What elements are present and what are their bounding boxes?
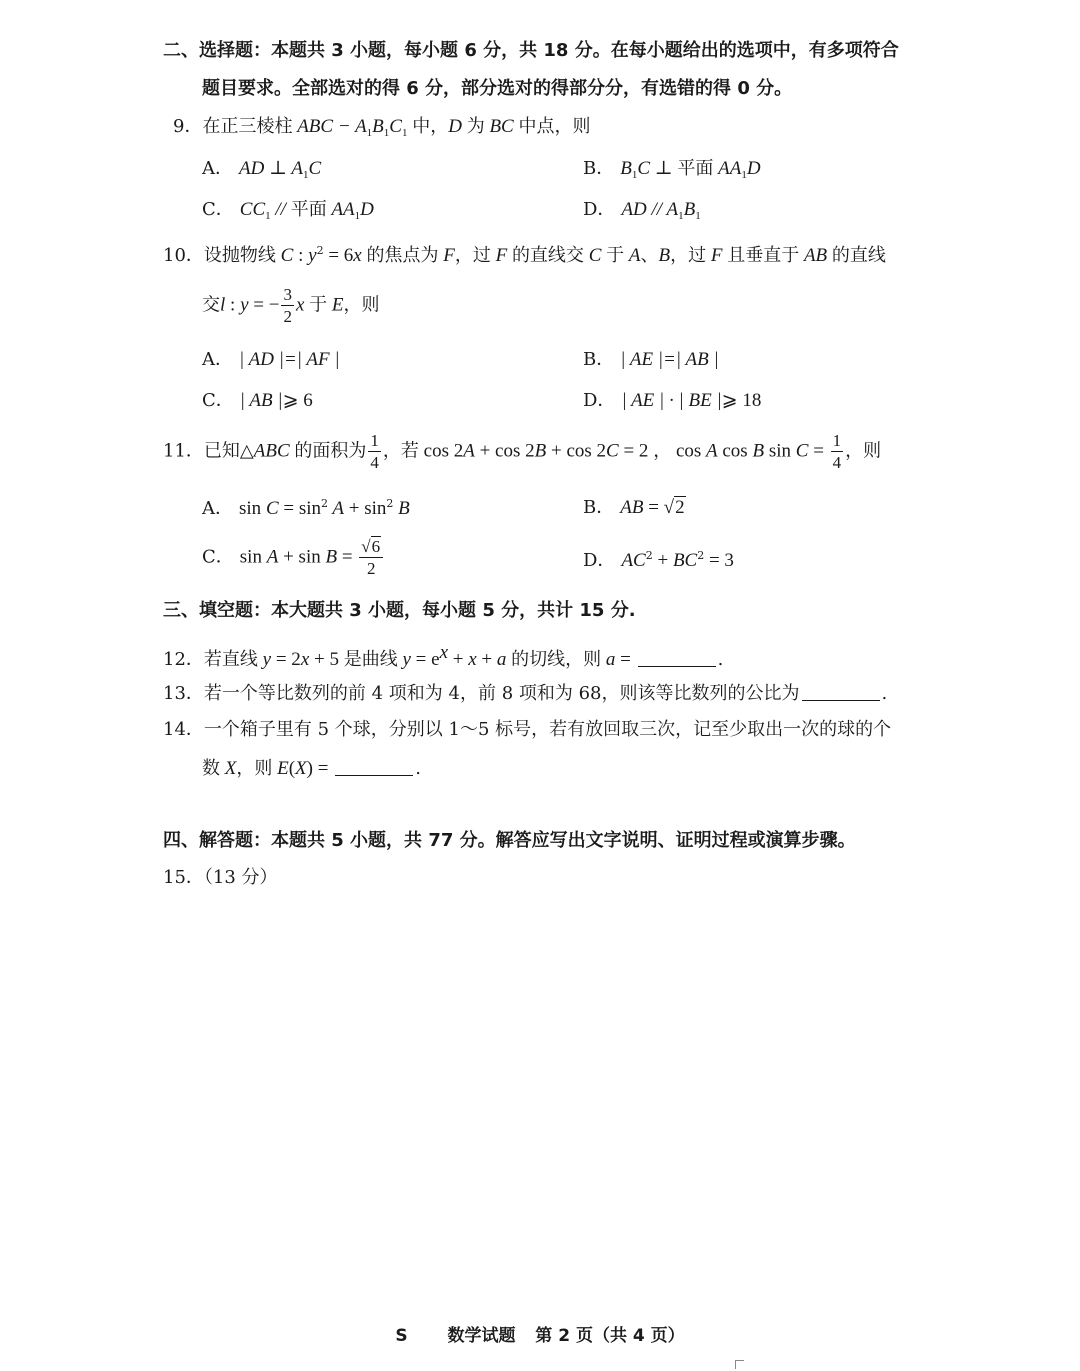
question-14-cont: 数 X，则 E(X) = . <box>202 758 421 779</box>
question-11-option-b[interactable]: B． AB = √2 <box>583 497 685 518</box>
question-9-option-b[interactable]: B． $B_1C$ ⊥ 平面 $AA_1D$ <box>583 158 761 181</box>
crop-mark <box>735 1360 744 1369</box>
question-11-option-a[interactable]: A． $\sin C = \sin^2 A + \sin^2 B$ <box>202 497 410 519</box>
question-9-option-d[interactable]: D． AD // $A_1B_1$ <box>583 199 701 222</box>
section-3-heading: 三、填空题：本大题共 3 小题，每小题 5 分，共计 15 分. <box>163 600 636 621</box>
fraction-1-4b: $\frac{1}{4}$ <box>832 431 842 472</box>
question-10-option-d[interactable]: D． | AE | · | BE |⩾ 18 <box>583 390 762 411</box>
question-10-option-a[interactable]: A． | AD |=| AF | <box>202 349 340 370</box>
question-15: 15．（13 分） <box>163 867 278 888</box>
answer-blank-13[interactable] <box>802 684 880 701</box>
exam-code: S <box>395 1326 408 1346</box>
question-9-option-c[interactable]: C． $CC_1$ // 平面 $AA_1D$ <box>202 199 374 222</box>
question-11-option-d[interactable]: D． $AC^2 + BC^2 = 3$ <box>583 549 734 571</box>
question-9-stem: 9．在正三棱柱 ABC − $A_1B_1C_1$ 中，D 为 BC 中点，则 <box>173 116 591 139</box>
question-11-option-c[interactable]: C． sin A + sin B = $\frac{√6}{2}$ <box>202 538 385 577</box>
question-14: 14．一个箱子里有 5 个球，分别以 1～5 标号，若有放回取三次，记至少取出一次的球的个 <box>163 719 892 740</box>
section-2-heading: 二、选择题：本题共 3 小题，每小题 6 分，共 18 分。在每小题给出的选项中，有多项符合 <box>163 40 899 61</box>
question-10-option-b[interactable]: B． | AE |=| AB | <box>583 349 719 370</box>
section-4-heading: 四、解答题：本题共 5 小题，共 77 分。解答应写出文字说明、证明过程或演算步骤。 <box>163 830 856 851</box>
question-10-stem-cont: 交l : y = − $\frac{3}{2}$ x 于 E，则 <box>202 285 380 326</box>
question-9-option-a[interactable]: A． AD ⊥ $A_1C$ <box>202 158 322 181</box>
page-number: 第 2 页（共 4 页） <box>535 1326 685 1346</box>
answer-blank-12[interactable] <box>638 650 716 667</box>
answer-blank-14[interactable] <box>335 759 413 776</box>
fraction-3-2: $\frac{3}{2}$ <box>283 285 292 326</box>
section-2-heading-cont: 题目要求。全部选对的得 6 分，部分选对的得部分分，有选错的得 0 分。 <box>202 78 793 99</box>
question-10-option-c[interactable]: C． | AB |⩾ 6 <box>202 390 313 411</box>
exam-title: 数学试题 <box>447 1326 516 1346</box>
fraction-sqrt6-2: $\frac{√6}{2}$ <box>359 538 383 577</box>
question-12: 12．若直线 y = 2x + 5 是曲线 $y = e^x + x + a$ 的切线，则 a = . <box>163 642 724 670</box>
question-10-stem: 10．设抛物线 C : $y^2 = 6x$ 的焦点为 F，过 F 的直线交 C 于 A、B，过 F 且垂直于 AB 的直线 <box>163 244 886 266</box>
question-13: 13．若一个等比数列的前 4 项和为 4，前 8 项和为 68，则该等比数列的公比为 . <box>163 683 888 704</box>
page-footer <box>0 1321 1080 1346</box>
question-11-stem: 11．已知△ABC 的面积为 $\frac{1}{4}$ ，若 cos 2A + cos 2B + cos 2C = 2 ， cos A cos B sin C = $\frac{1}{4}$ ，则 <box>163 431 882 472</box>
fraction-1-4: $\frac{1}{4}$ <box>370 431 379 472</box>
